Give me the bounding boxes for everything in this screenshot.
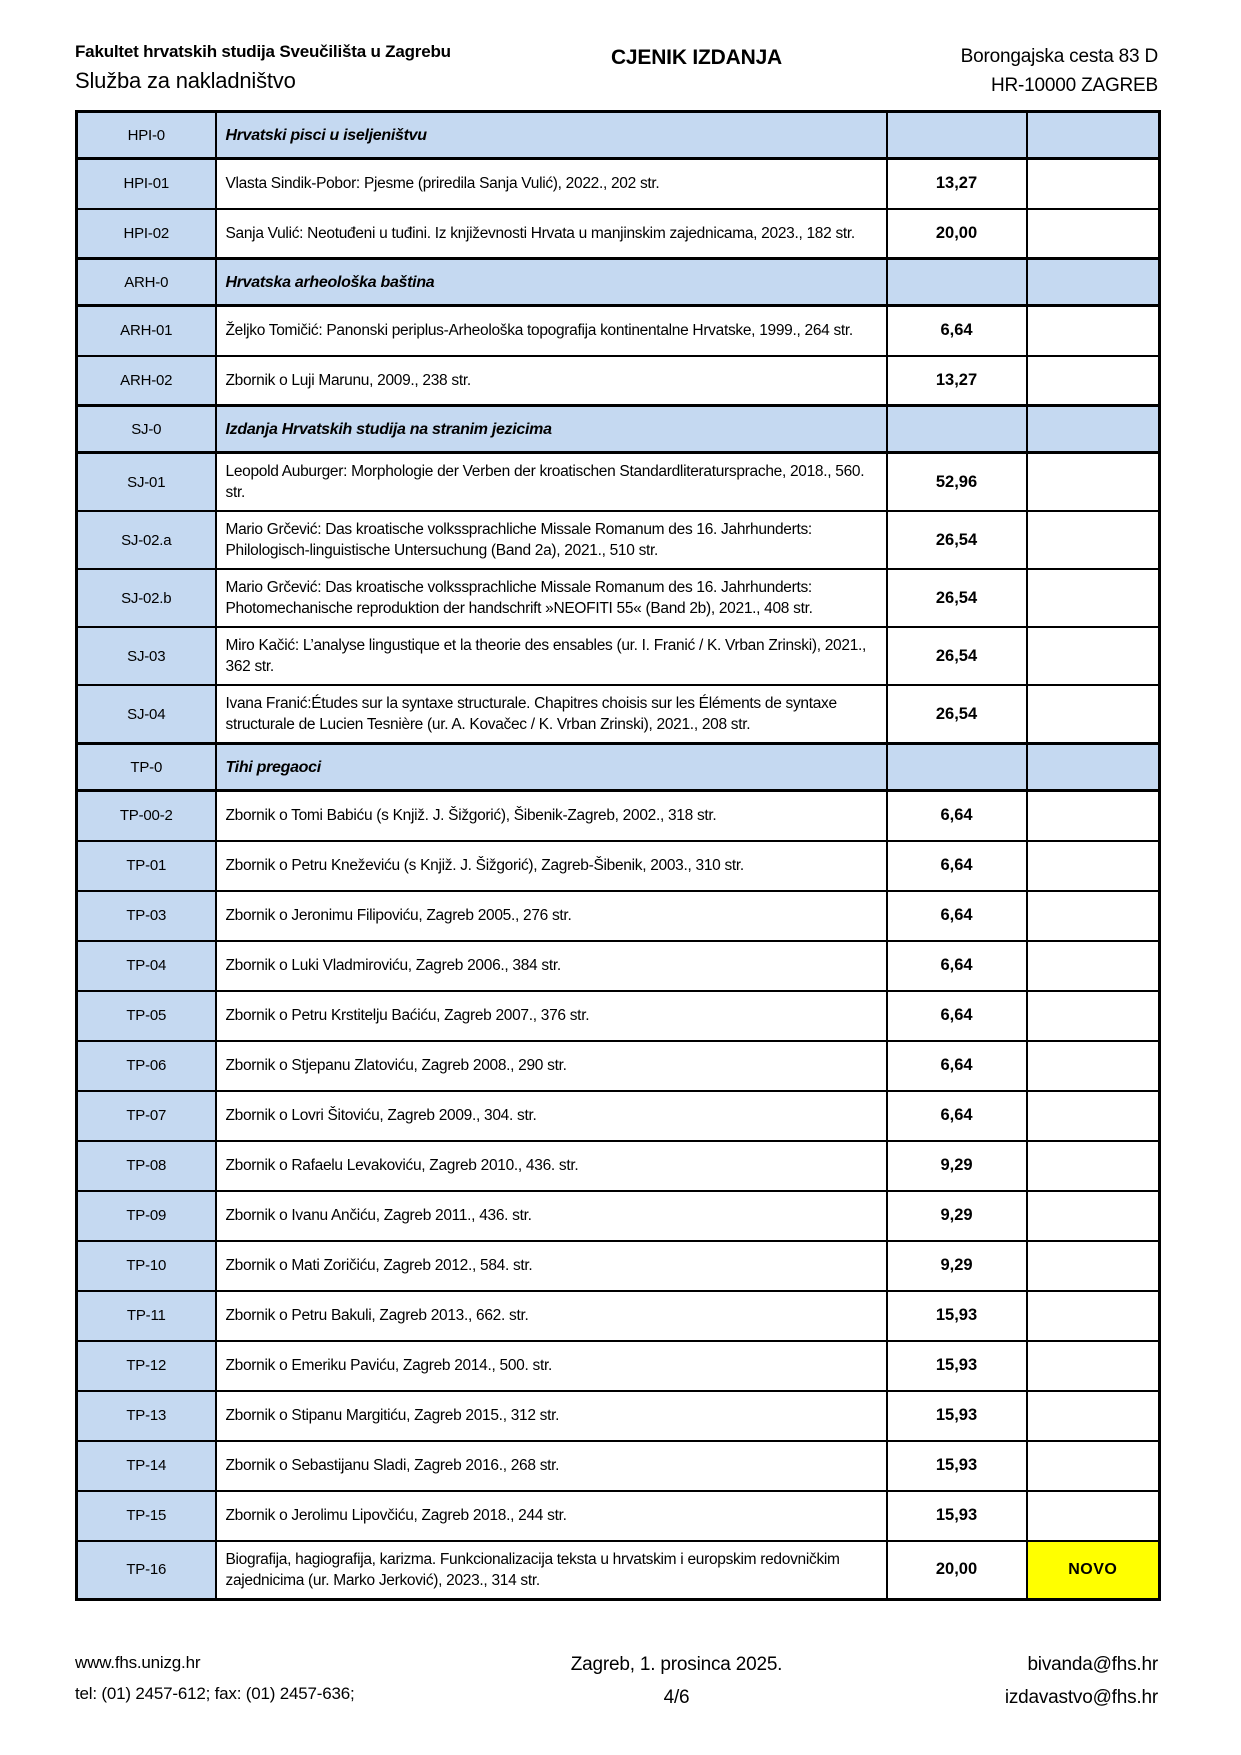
table-row — [77, 1541, 1160, 1600]
code-cell: TP-14 — [77, 1441, 216, 1491]
code-cell: TP-08 — [77, 1141, 216, 1191]
badge-cell: NOVO — [1027, 1541, 1160, 1600]
table-row — [77, 841, 1160, 891]
title-cell: Zbornik o Sebastijanu Sladi, Zagreb 2016., 268 str. — [216, 1441, 887, 1491]
badge-cell — [1027, 685, 1160, 744]
table-row — [77, 791, 1160, 841]
price-cell: 6,64 — [887, 891, 1027, 941]
code-cell: TP-05 — [77, 991, 216, 1041]
price-cell: 6,64 — [887, 841, 1027, 891]
code-cell: TP-0 — [77, 744, 216, 791]
badge-cell — [1027, 1291, 1160, 1341]
badge-cell — [1027, 1341, 1160, 1391]
title-cell: Hrvatska arheološka baština — [216, 259, 887, 306]
table-row — [77, 1041, 1160, 1091]
title-cell: Tihi pregaoci — [216, 744, 887, 791]
title-cell: Zbornik o Mati Zoričiću, Zagreb 2012., 584. str. — [216, 1241, 887, 1291]
code-cell: ARH-01 — [77, 306, 216, 356]
badge-cell — [1027, 569, 1160, 627]
price-cell: 6,64 — [887, 1041, 1027, 1091]
table-row — [77, 991, 1160, 1041]
badge-cell — [1027, 1041, 1160, 1091]
table-row — [77, 1241, 1160, 1291]
price-cell: 9,29 — [887, 1241, 1027, 1291]
price-cell: 13,27 — [887, 159, 1027, 209]
badge-cell — [1027, 1441, 1160, 1491]
badge-cell — [1027, 941, 1160, 991]
code-cell: SJ-04 — [77, 685, 216, 744]
table-row — [77, 891, 1160, 941]
table-row — [77, 941, 1160, 991]
badge-cell — [1027, 356, 1160, 406]
title-cell: Mario Grčević: Das kroatische volkssprachliche Missale Romanum des 16. Jahrhunderts: Photomechanische reproduktion der handschrift »NEOFITI 55« (Band 2b), 2021., 408 str. — [216, 569, 887, 627]
badge-cell — [1027, 453, 1160, 512]
title-cell: Zbornik o Jeronimu Filipoviću, Zagreb 2005., 276 str. — [216, 891, 887, 941]
code-cell: TP-12 — [77, 1341, 216, 1391]
badge-cell — [1027, 791, 1160, 841]
price-cell: 15,93 — [887, 1491, 1027, 1541]
title-cell: Miro Kačić: L’analyse lingustique et la theorie des ensables (ur. I. Franić / K. Vrban Zrinski), 2021., 362 str. — [216, 627, 887, 685]
code-cell: SJ-02.a — [77, 511, 216, 569]
price-cell: 26,54 — [887, 569, 1027, 627]
title-cell: Zbornik o Stjepanu Zlatoviću, Zagreb 2008., 290 str. — [216, 1041, 887, 1091]
table-row — [77, 1141, 1160, 1191]
title-cell: Željko Tomičić: Panonski periplus-Arheološka topografija kontinentalne Hrvatske, 1999., 264 str. — [216, 306, 887, 356]
table-row — [77, 356, 1160, 406]
price-cell: 6,64 — [887, 306, 1027, 356]
title-cell: Zbornik o Petru Krstitelju Baćiću, Zagreb 2007., 376 str. — [216, 991, 887, 1041]
code-cell: SJ-0 — [77, 406, 216, 453]
table-row — [77, 1341, 1160, 1391]
title-cell: Sanja Vulić: Neotuđeni u tuđini. Iz književnosti Hrvata u manjinskim zajednicama, 2023., 182 str. — [216, 209, 887, 259]
address-line-2: HR-10000 ZAGREB — [990, 75, 1158, 97]
footer-right-block — [898, 1648, 1158, 1715]
code-cell: TP-16 — [77, 1541, 216, 1600]
price-cell — [887, 744, 1027, 791]
code-cell: TP-01 — [77, 841, 216, 891]
table-row — [77, 112, 1160, 159]
badge-cell — [1027, 744, 1160, 791]
title-cell: Zbornik o Tomi Babiću (s Knjiž. J. Šižgorić), Šibenik-Zagreb, 2002., 318 str. — [216, 791, 887, 841]
table-row — [77, 259, 1160, 306]
title-cell: Zbornik o Rafaelu Levakoviću, Zagreb 2010., 436. str. — [216, 1141, 887, 1191]
table-row — [77, 1291, 1160, 1341]
title-cell: Zbornik o Luji Marunu, 2009., 238 str. — [216, 356, 887, 406]
table-row — [77, 511, 1160, 569]
badge-cell — [1027, 259, 1160, 306]
table-row — [77, 1491, 1160, 1541]
code-cell: TP-07 — [77, 1091, 216, 1141]
badge-cell — [1027, 1191, 1160, 1241]
badge-cell — [1027, 511, 1160, 569]
document-title: CJENIK IZDANJA — [610, 46, 783, 69]
price-cell — [887, 112, 1027, 159]
code-cell: TP-11 — [77, 1291, 216, 1341]
table-row — [77, 306, 1160, 356]
title-cell: Zbornik o Petru Kneževiću (s Knjiž. J. Šižgorić), Zagreb-Šibenik, 2003., 310 str. — [216, 841, 887, 891]
price-table — [75, 110, 1161, 1601]
code-cell: HPI-02 — [77, 209, 216, 259]
price-cell: 6,64 — [887, 1091, 1027, 1141]
code-cell: TP-10 — [77, 1241, 216, 1291]
price-cell — [887, 259, 1027, 306]
title-cell: Zbornik o Luki Vladmiroviću, Zagreb 2006., 384 str. — [216, 941, 887, 991]
title-cell: Zbornik o Emeriku Paviću, Zagreb 2014., 500. str. — [216, 1341, 887, 1391]
org-name: Fakultet hrvatskih studija Sveučilišta u Zagrebu — [75, 42, 451, 61]
title-cell: Zbornik o Petru Bakuli, Zagreb 2013., 662. str. — [216, 1291, 887, 1341]
price-cell: 26,54 — [887, 627, 1027, 685]
table-row — [77, 1391, 1160, 1441]
table-row — [77, 1441, 1160, 1491]
title-cell: Zbornik o Lovri Šitoviću, Zagreb 2009., 304. str. — [216, 1091, 887, 1141]
code-cell: TP-03 — [77, 891, 216, 941]
tel-fax-text: tel: (01) 2457-612; fax: (01) 2457-636; — [75, 1683, 355, 1703]
badge-cell — [1027, 1391, 1160, 1441]
code-cell: TP-09 — [77, 1191, 216, 1241]
title-cell: Zbornik o Stipanu Margitiću, Zagreb 2015., 312 str. — [216, 1391, 887, 1441]
price-table-body — [77, 112, 1160, 1600]
title-cell: Biografija, hagiografija, karizma. Funkcionalizacija teksta u hrvatskim i europskim redovničkim zajednicima (ur. Marko Jerković), 2023., 314 str. — [216, 1541, 887, 1600]
address-line-1: Borongajska cesta 83 D — [960, 46, 1158, 67]
badge-cell — [1027, 209, 1160, 259]
price-cell: 52,96 — [887, 453, 1027, 512]
badge-cell — [1027, 991, 1160, 1041]
price-cell: 15,93 — [887, 1441, 1027, 1491]
title-cell: Izdanja Hrvatskih studija na stranim jezicima — [216, 406, 887, 453]
badge-cell — [1027, 627, 1160, 685]
code-cell: TP-00-2 — [77, 791, 216, 841]
price-cell: 26,54 — [887, 685, 1027, 744]
table-row — [77, 159, 1160, 209]
code-cell: TP-13 — [77, 1391, 216, 1441]
code-cell: ARH-0 — [77, 259, 216, 306]
document-footer — [75, 1648, 1158, 1715]
price-cell: 13,27 — [887, 356, 1027, 406]
code-cell: TP-15 — [77, 1491, 216, 1541]
price-cell: 15,93 — [887, 1291, 1027, 1341]
title-cell: Mario Grčević: Das kroatische volkssprachliche Missale Romanum des 16. Jahrhunderts: Philologisch-linguistische Untersuchung (Band 2a), 2021., 510 str. — [216, 511, 887, 569]
price-cell: 20,00 — [887, 209, 1027, 259]
badge-cell — [1027, 841, 1160, 891]
badge-cell — [1027, 1491, 1160, 1541]
badge-cell — [1027, 1141, 1160, 1191]
place-date-text: Zagreb, 1. prosinca 2025. — [570, 1654, 783, 1675]
price-cell: 15,93 — [887, 1341, 1027, 1391]
website-text: www.fhs.unizg.hr — [75, 1653, 201, 1672]
table-row — [77, 685, 1160, 744]
email-2: izdavastvo@fhs.hr — [1004, 1687, 1158, 1709]
code-cell: SJ-01 — [77, 453, 216, 512]
price-cell: 26,54 — [887, 511, 1027, 569]
code-cell: SJ-02.b — [77, 569, 216, 627]
document-header — [75, 42, 1158, 101]
page-number: 4/6 — [663, 1687, 690, 1709]
header-left-block — [75, 42, 495, 94]
price-cell: 6,64 — [887, 791, 1027, 841]
price-cell: 9,29 — [887, 1191, 1027, 1241]
price-cell: 15,93 — [887, 1391, 1027, 1441]
badge-cell — [1027, 891, 1160, 941]
header-address-block — [898, 42, 1158, 101]
price-cell: 6,64 — [887, 991, 1027, 1041]
code-cell: SJ-03 — [77, 627, 216, 685]
table-row — [77, 209, 1160, 259]
email-1: bivanda@fhs.hr — [1027, 1654, 1158, 1675]
code-cell: TP-06 — [77, 1041, 216, 1091]
title-cell: Leopold Auburger: Morphologie der Verben der kroatischen Standardliteratursprache, 2018., 560. str. — [216, 453, 887, 512]
table-row — [77, 1191, 1160, 1241]
title-cell: Hrvatski pisci u iseljeništvu — [216, 112, 887, 159]
badge-cell — [1027, 1241, 1160, 1291]
price-cell — [887, 406, 1027, 453]
footer-left-block — [75, 1648, 455, 1709]
department-name: Služba za nakladništvo — [75, 68, 296, 93]
title-cell: Zbornik o Jerolimu Lipovčiću, Zagreb 2018., 244 str. — [216, 1491, 887, 1541]
code-cell: HPI-0 — [77, 112, 216, 159]
table-row — [77, 453, 1160, 512]
code-cell: TP-04 — [77, 941, 216, 991]
table-row — [77, 744, 1160, 791]
code-cell: HPI-01 — [77, 159, 216, 209]
badge-cell — [1027, 1091, 1160, 1141]
table-row — [77, 1091, 1160, 1141]
badge-cell — [1027, 406, 1160, 453]
price-cell: 9,29 — [887, 1141, 1027, 1191]
table-row — [77, 627, 1160, 685]
price-cell: 20,00 — [887, 1541, 1027, 1600]
code-cell: ARH-02 — [77, 356, 216, 406]
title-cell: Vlasta Sindik-Pobor: Pjesme (priredila Sanja Vulić), 2022., 202 str. — [216, 159, 887, 209]
title-cell: Zbornik o Ivanu Ančiću, Zagreb 2011., 436. str. — [216, 1191, 887, 1241]
footer-center-block — [455, 1648, 898, 1715]
badge-cell — [1027, 112, 1160, 159]
title-cell: Ivana Franić:Études sur la syntaxe structurale. Chapitres choisis sur les Éléments de syntaxe structurale de Lucien Tesnière (ur. A. Kovačec / K. Vrban Zrinski), 2021., 208 str. — [216, 685, 887, 744]
table-row — [77, 406, 1160, 453]
table-row — [77, 569, 1160, 627]
badge-cell — [1027, 306, 1160, 356]
badge-cell — [1027, 159, 1160, 209]
price-cell: 6,64 — [887, 941, 1027, 991]
